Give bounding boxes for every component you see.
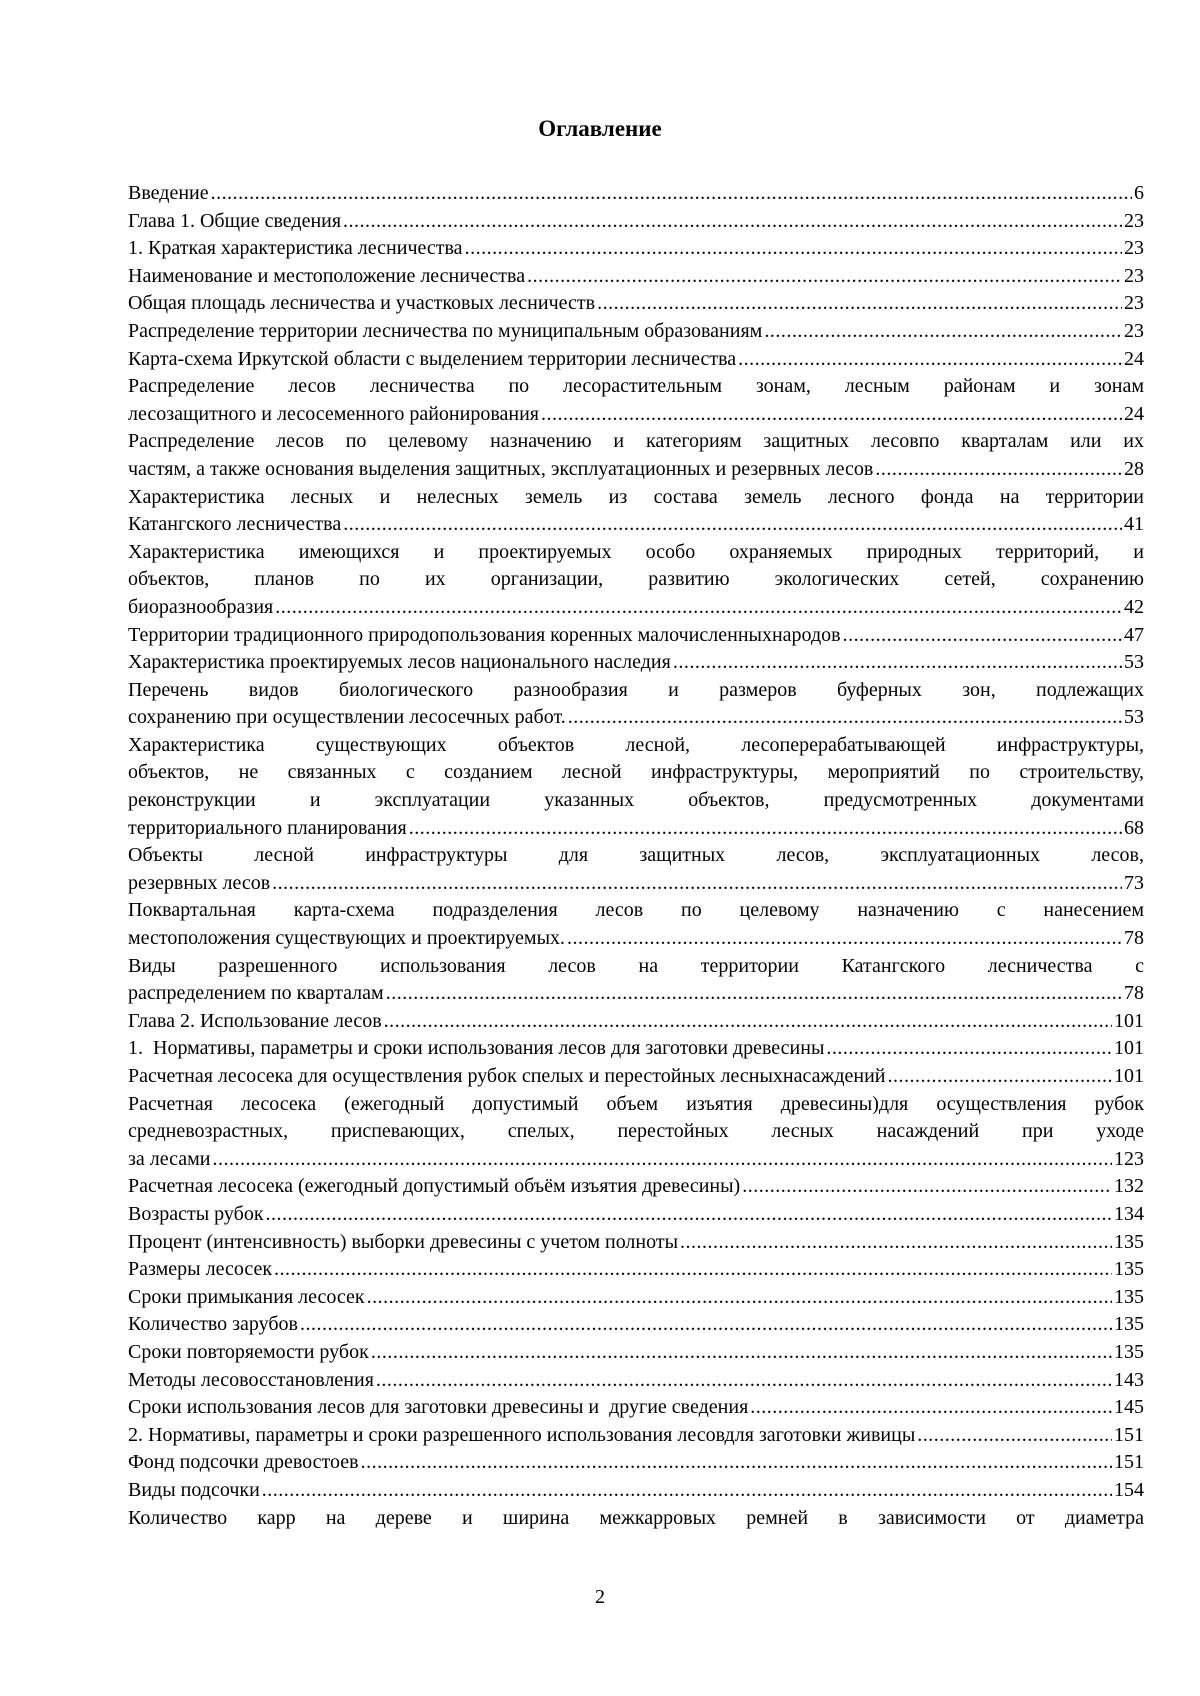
toc-entry[interactable] [128,1311,1144,1339]
toc-entry-text: Размеры лесосек [128,1258,273,1281]
toc-entry-text: лесозащитного и лесосеменного районирования [128,402,539,425]
toc-entry[interactable] [128,1063,1144,1091]
toc-entry-text: Сроки примыкания лесосек [128,1285,365,1308]
toc-entry[interactable] [128,318,1144,346]
toc-page-number: 23 [1124,264,1144,287]
dot-leader [678,1229,1112,1257]
dot-leader [525,263,1122,291]
toc-page-number: 42 [1124,595,1144,618]
toc-entry-text: Карта-схема Иркутской области с выделением территории лесничества [128,347,737,370]
toc-page-number: 143 [1114,1368,1144,1391]
dot-leader [841,622,1122,650]
toc-page-number: 23 [1124,209,1144,232]
toc-entry-text: резервных лесов [128,871,271,894]
toc-page-number: 78 [1124,982,1144,1005]
toc-entry[interactable] [128,1367,1144,1395]
toc-entry-text: Виды подсочки [128,1478,260,1501]
toc-entry-text: Возрасты рубок [128,1202,264,1225]
toc-page-number: 101 [1114,1037,1144,1060]
toc-page-number: 41 [1124,513,1144,536]
toc-entry-text: Поквартальная карта-схема подразделения лесов по целевому назначению с нанесением [128,899,1144,922]
toc-page-number: 135 [1114,1340,1144,1363]
toc-page-number: 73 [1124,871,1144,894]
toc-entry[interactable] [128,208,1144,236]
dot-leader [374,1367,1112,1395]
dot-leader [341,511,1122,539]
toc-entry-text: Характеристика проектируемых лесов национального наследия [128,651,671,674]
toc-entry-text: Распределение лесов по целевому назначению и категориям защитных лесовпо кварталам или их [128,430,1144,453]
toc-entry-text: Расчетная лесосека (ежегодный допустимый объем изъятия древесины)для осуществления рубок [128,1092,1144,1115]
dot-leader [740,1173,1112,1201]
toc-entry-text: Расчетная лесосека (ежегодный допустимый объём изъятия древесины) [128,1175,741,1198]
toc-page-number: 53 [1124,706,1144,729]
toc-entry-text: Процент (интенсивность) выборки древесины с учетом полноты [128,1230,679,1253]
toc-entry[interactable] [128,346,1144,374]
toc-page-number: 101 [1114,1009,1144,1032]
toc-page-number: 47 [1124,623,1144,646]
toc-entry[interactable] [128,428,1144,483]
dot-leader [359,1449,1112,1477]
toc-entry-text: Глава 1. Общие сведения [128,209,342,232]
toc-entry[interactable] [128,677,1144,732]
dot-leader [915,1422,1112,1450]
toc-entry-text: средневозрастных, приспевающих, спелых, перестойных лесных насаждений при уходе [128,1120,1144,1143]
toc-entry-text: частям, а также основания выделения защитных, эксплуатационных и резервных лесов [128,457,874,480]
toc-entry-text: Количество зарубов [128,1313,298,1336]
toc-entry-text: Методы лесовосстановления [128,1368,374,1391]
toc-entry-text: распределением по кварталам [128,982,384,1005]
dot-leader [211,1146,1113,1174]
toc-entry[interactable] [128,1008,1144,1036]
toc-entry-text: Катангского лесничества [128,513,342,536]
toc-entry[interactable] [128,235,1144,263]
toc-entry-text: Распределение лесов лесничества по лесорастительным зонам, лесным районам и зонам [128,375,1144,398]
toc-page-number: 145 [1114,1396,1144,1419]
toc-entry[interactable] [128,622,1144,650]
toc-page-number: 53 [1124,651,1144,674]
dot-leader [384,980,1122,1008]
toc-entry[interactable] [128,1422,1144,1450]
dot-leader [209,180,1132,208]
toc-entry-text: сохранению при осуществлении лесосечных работ. [128,706,566,729]
toc-page-number: 154 [1114,1478,1144,1501]
dot-leader [407,815,1122,843]
dot-leader [264,1201,1112,1229]
dot-leader [298,1311,1112,1339]
dot-leader [885,1063,1112,1091]
dot-leader [382,1008,1112,1036]
toc-entry-text: Глава 2. Использование лесов [128,1009,382,1032]
dot-leader [270,870,1122,898]
toc-entry-text: 1. Краткая характеристика лесничества [128,237,463,260]
toc-entry[interactable] [128,1284,1144,1312]
toc-page-number: 23 [1124,292,1144,315]
dot-leader [762,318,1122,346]
toc-page-number: 135 [1114,1285,1144,1308]
dot-leader [671,649,1122,677]
dot-leader [463,235,1122,263]
toc-page-number: 135 [1114,1313,1144,1336]
toc-entry-text: за лесами [128,1147,211,1170]
table-of-contents [128,180,1144,1532]
toc-page-number: 24 [1124,347,1144,370]
toc-entry[interactable] [128,1201,1144,1229]
toc-entry[interactable] [128,1035,1144,1063]
toc-entry[interactable] [128,1173,1144,1201]
toc-page-number: 101 [1114,1065,1144,1087]
toc-entry[interactable] [128,263,1144,291]
toc-entry-text: Объекты лесной инфраструктуры для защитных лесов, эксплуатационных лесов, [128,844,1144,867]
dot-leader [565,925,1122,953]
dot-leader [566,704,1122,732]
toc-page-number: 135 [1114,1230,1144,1253]
toc-entry[interactable] [128,649,1144,677]
dot-leader [260,1477,1112,1505]
toc-entry[interactable] [128,539,1144,622]
toc-page-number: 135 [1114,1258,1144,1281]
toc-page-number: 28 [1124,457,1144,480]
toc-entry[interactable] [128,1229,1144,1257]
toc-page-number: 23 [1124,319,1144,342]
dot-leader [365,1284,1112,1312]
dot-leader [595,290,1122,318]
dot-leader [272,1256,1112,1284]
toc-entry-text: Характеристика лесных и нелесных земель из состава земель лесного фонда на территории [128,485,1144,508]
dot-leader [824,1035,1112,1063]
dot-leader [539,401,1122,429]
toc-entry[interactable] [128,373,1144,428]
toc-entry[interactable] [128,1339,1144,1367]
toc-entry-text: 1. Нормативы, параметры и сроки использования лесов для заготовки древесины [128,1037,825,1060]
toc-page-number: 6 [1134,182,1144,204]
toc-entry-text: Введение [128,182,209,204]
dot-leader [273,594,1122,622]
toc-entry-text: Распределение территории лесничества по муниципальным образованиям [128,319,763,342]
toc-entry[interactable] [128,1477,1144,1505]
toc-entry[interactable] [128,1256,1144,1284]
toc-page-number: 78 [1124,927,1144,950]
toc-entry-text: реконструкции и эксплуатации указанных объектов, предусмотренных документами [128,789,1144,812]
toc-page-number: 23 [1124,237,1144,260]
toc-entry-text: Характеристика имеющихся и проектируемых особо охраняемых природных территорий, и [128,540,1144,563]
toc-entry[interactable] [128,1394,1144,1422]
toc-entry-text: Перечень видов биологического разнообразия и размеров буферных зон, подлежащих [128,678,1144,701]
dot-leader [748,1394,1112,1422]
page-title: Оглавление [538,116,662,141]
toc-page-number: 132 [1114,1175,1144,1198]
dot-leader [873,456,1122,484]
toc-entry-text: территориального планирования [128,816,407,839]
toc-entry[interactable] [128,842,1144,897]
toc-entry-text: Расчетная лесосека для осуществления рубок спелых и перестойных лесныхнасаждений [128,1065,886,1087]
toc-page-number: 134 [1114,1202,1144,1225]
toc-entry[interactable] [128,953,1144,1008]
toc-entry-text: Общая площадь лесничества и участковых лесничеств [128,292,596,315]
toc-page-number: 123 [1114,1147,1144,1170]
toc-entry-text: 2. Нормативы, параметры и сроки разрешенного использования лесовдля заготовки живицы [128,1423,916,1446]
toc-entry-text: биоразнообразия [128,595,274,618]
toc-page-number: 151 [1114,1451,1144,1474]
toc-entry-text: Характеристика существующих объектов лесной, лесоперерабатывающей инфраструктуры, [128,733,1144,756]
page-number: 2 [595,1586,605,1608]
toc-entry[interactable] [128,1505,1144,1533]
dot-leader [341,208,1122,236]
toc-page-number: 151 [1114,1423,1144,1446]
toc-entry[interactable] [128,484,1144,539]
toc-page-number: 24 [1124,402,1144,425]
dot-leader [736,346,1122,374]
toc-entry-text: объектов, не связанных с созданием лесной инфраструктуры, мероприятий по строительству, [128,761,1144,784]
toc-entry-text: объектов, планов по их организации, развитию экологических сетей, сохранению [128,568,1144,591]
toc-entry[interactable] [128,1449,1144,1477]
toc-entry-text: Сроки использования лесов для заготовки древесины и другие сведения [128,1396,749,1419]
toc-entry[interactable] [128,290,1144,318]
toc-entry-text: Фонд подсочки древостоев [128,1451,359,1474]
toc-entry-text: Наименование и местоположение лесничества [128,264,526,287]
toc-entry-text: местоположения существующих и проектируемых. [128,927,566,950]
toc-entry-text: Виды разрешенного использования лесов на территории Катангского лесничества с [128,954,1144,977]
toc-entry[interactable] [128,897,1144,952]
toc-page-number: 68 [1124,816,1144,839]
toc-entry-text: Количество карр на дереве и ширина межкарровых ремней в зависимости от диаметра [128,1506,1144,1529]
toc-entry-text: Сроки повторяемости рубок [128,1340,369,1363]
toc-entry-text: Территории традиционного природопользования коренных малочисленныхнародов [128,623,841,646]
toc-entry[interactable] [128,180,1144,208]
dot-leader [369,1339,1112,1367]
toc-entry[interactable] [128,1091,1144,1174]
toc-entry[interactable] [128,732,1144,842]
